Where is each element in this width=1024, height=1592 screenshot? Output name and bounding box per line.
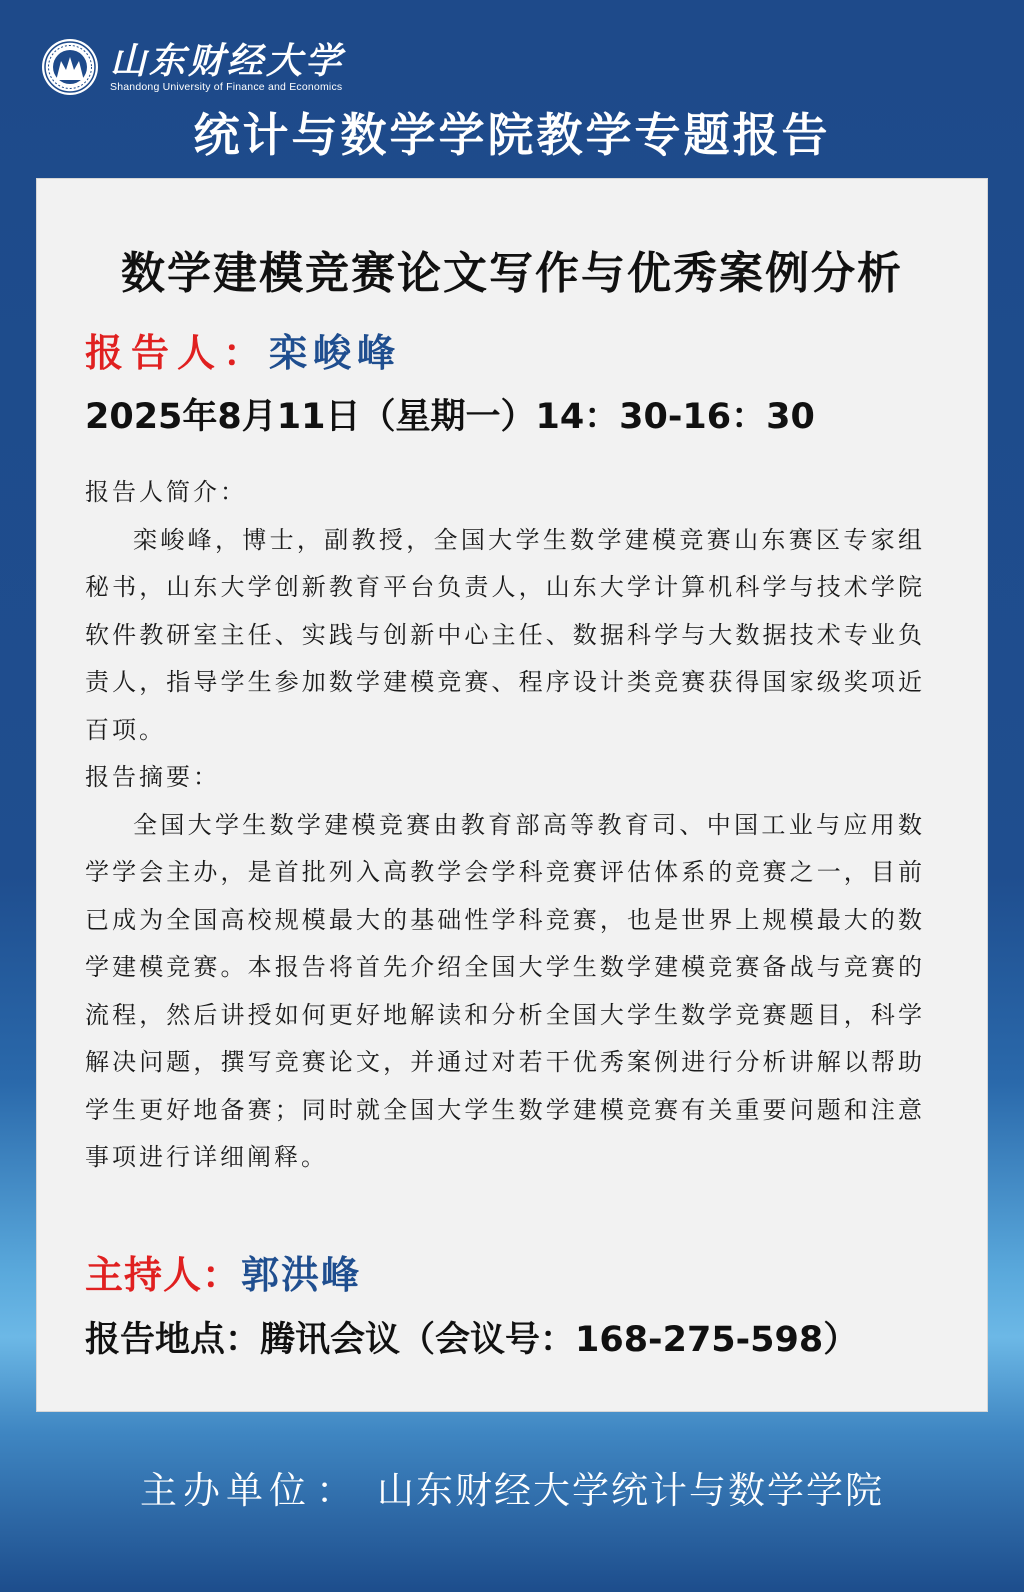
university-name-cn: 山东财经大学 bbox=[110, 39, 345, 82]
university-seal-icon bbox=[40, 37, 100, 97]
organizer-separator: ： bbox=[316, 1469, 355, 1512]
report-abstract: 全国大学生数学建模竞赛由教育部高等教育司、中国工业与应用数学学会主办，是首批列入高教学会学科竞赛评估体系的竞赛之一，目前已成为全国高校规模最大的基础性学科竞赛，也是世界上规模最大的数学建模竞赛。本报告将首先介绍全国大学生数学建模竞赛备战与竞赛的流程，然后讲授如何更好地解读和分析全国大学生数学竞赛题目，科学解决问题，撰写竞赛论文，并通过对若干优秀案例进行分析讲解以帮助学生更好地备赛；同时就全国大学生数学建模竞赛有关重要问题和注意事项进行详细阐释。 bbox=[85, 810, 925, 1171]
host-label: 主持人： bbox=[85, 1253, 242, 1297]
report-card bbox=[36, 178, 988, 1412]
speaker-name: 栾峻峰 bbox=[269, 331, 402, 375]
host-line bbox=[85, 1249, 361, 1301]
report-title: 数学建模竞赛论文写作与优秀案例分析 bbox=[121, 248, 903, 299]
speaker-bio: 栾峻峰，博士，副教授，全国大学生数学建模竞赛山东赛区专家组秘书，山东大学创新教育平台负责人，山东大学计算机科学与技术学院软件教研室主任、实践与创新中心主任、数据科学与大数据技术专业负责人，指导学生参加数学建模竞赛、程序设计类竞赛获得国家级奖项近百项。 bbox=[85, 525, 925, 744]
event-title: 统计与数学学院教学专题报告 bbox=[193, 108, 831, 162]
report-body bbox=[85, 469, 925, 1182]
host-name: 郭洪峰 bbox=[241, 1253, 362, 1297]
bio-heading: 报告人简介： bbox=[85, 478, 247, 506]
speaker-label: 报告人： bbox=[85, 331, 270, 375]
speaker-line bbox=[85, 327, 401, 379]
organizer-line bbox=[0, 1466, 1024, 1516]
organizer-label: 主办单位 bbox=[140, 1469, 312, 1512]
university-name-en: Shandong University of Finance and Economics bbox=[110, 80, 343, 93]
report-venue: 报告地点：腾讯会议（会议号：168-275-598） bbox=[85, 1320, 859, 1360]
university-logo bbox=[40, 34, 344, 100]
report-time: 2025年8月11日（星期一）14：30-16：30 bbox=[85, 397, 815, 437]
organizer-name: 山东财经大学统计与数学学院 bbox=[377, 1469, 884, 1512]
abstract-heading: 报告摘要： bbox=[85, 763, 220, 791]
